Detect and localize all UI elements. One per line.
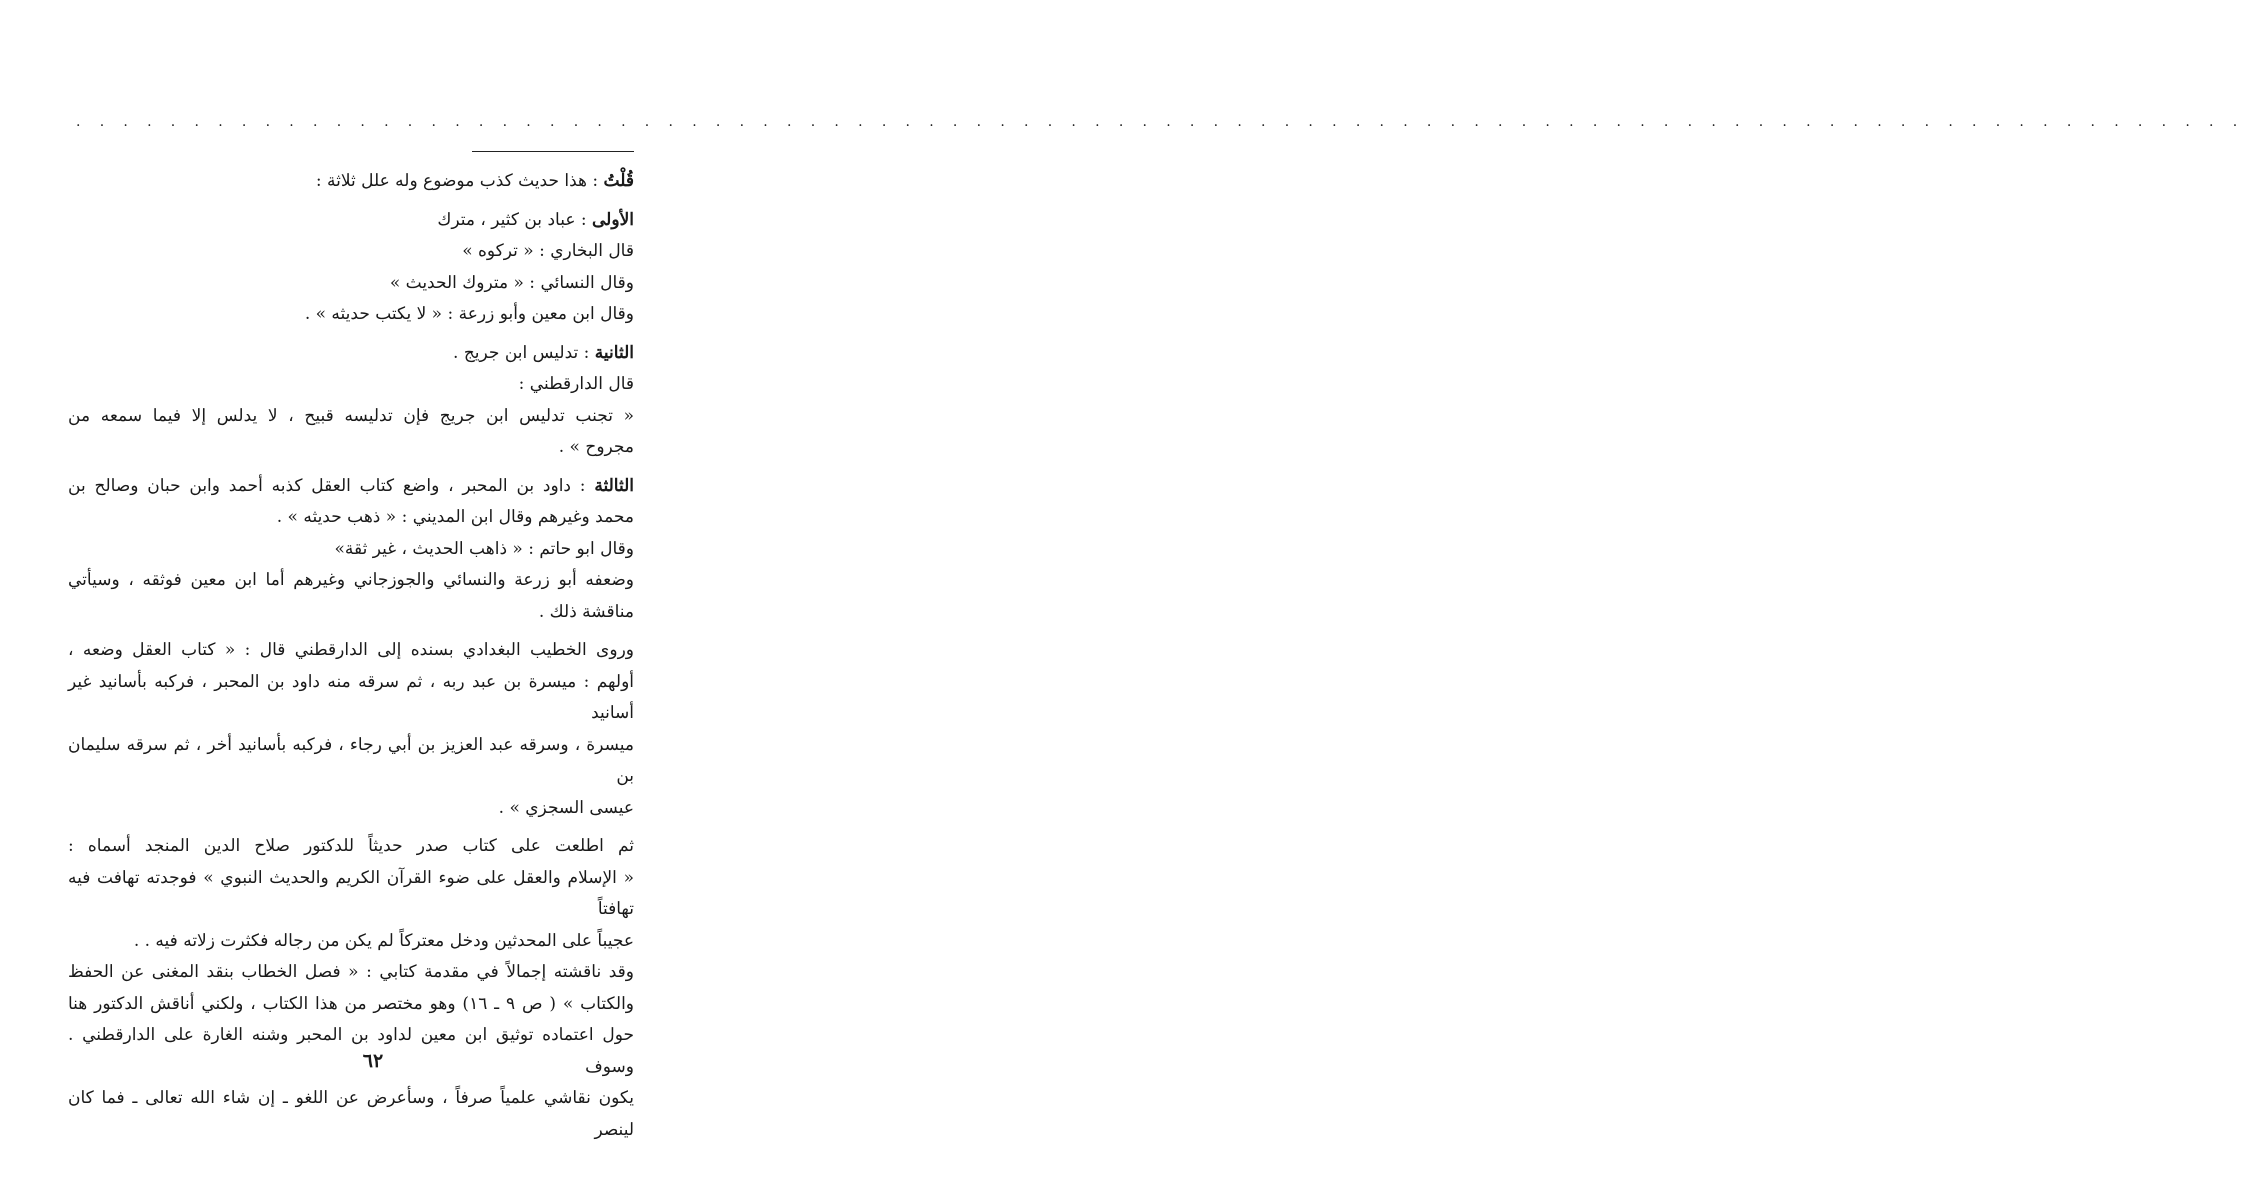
khatib-line-2: أولهم : ميسرة بن عبد ربه ، ثم سرقه منه داود بن المحبر ، فركبه بأسانيد غير أسانيد (68, 671, 634, 723)
third-heading (68, 471, 634, 503)
third-text-a: : داود بن المحبر ، واضع كتاب العقل كذبه أحمد وابن حبان وصالح بن (68, 475, 595, 496)
third-line-4a: وضعفه أبو زرعة والنسائي والجوزجاني وغيرهم أما ابن معين فوثقه ، وسيأتي (68, 570, 634, 590)
second-quote-b: مجروح » . (558, 437, 634, 457)
page-number: ٦٢ (362, 1050, 384, 1072)
first-line-3: وقال ابن معين وأبو زرعة : « لا يكتب حديثه » . (304, 304, 634, 324)
page-body (68, 166, 634, 1146)
book-line-3: عجيباً على المحدثين ودخل معتركاً لم يكن من رجاله فكثرت زلاته فيه . . (133, 930, 634, 951)
intro-label: قُلْتُ (603, 171, 634, 191)
third-text-b: محمد وغيرهم وقال ابن المديني : « ذهب حديثه » . (276, 507, 634, 527)
first-label: الأولى (592, 209, 634, 230)
first-heading (68, 205, 634, 237)
third-line-3: وقال ابو حاتم : « ذاهب الحديث ، غير ثقة» (334, 538, 634, 559)
intro-line (68, 166, 634, 198)
third-label: الثالثة (594, 475, 634, 496)
khatib-line-4: عيسى السجزي » . (498, 797, 634, 818)
second-text: : تدليس ابن جريج . (453, 342, 595, 363)
dotted-separator: . . . . . . . . . . . . . . . . . . . . . . . . . . . . . . . . . . . . . . . . . . . . . . . . . . . . . . . . . . . . . . . . . . . . . . . . . . . . . . . . . . . . . . . . . . . . (76, 114, 2245, 130)
footnote-rule (472, 151, 634, 152)
intro-text: : هذا حديث كذب موضوع وله علل ثلاثة : (315, 171, 604, 191)
second-heading (68, 338, 634, 370)
second-quote-a: « تجنب تدليس ابن جريج فإن تدليسه قبيح ، لا يدلس إلا فيما سمعه من (68, 405, 634, 426)
critique-line-4: يكون نقاشي علمياً صرفاً ، وسأعرض عن اللغو ـ إن شاء الله تعالى ـ فما كان لينصر (68, 1088, 634, 1140)
second-line-1: قال الدارقطني : (518, 374, 634, 394)
critique-line-1: وقد ناقشته إجمالاً في مقدمة كتابي : « فصل الخطاب بنقد المغنى عن الحفظ (68, 962, 634, 982)
first-line-2: وقال النسائي : « متروك الحديث » (389, 272, 634, 293)
first-line-1: قال البخاري : « تركوه » (462, 241, 634, 261)
khatib-line-1: وروى الخطيب البغدادي بسنده إلى الدارقطني قال : « كتاب العقل وضعه ، (68, 640, 634, 660)
first-text: : عباد بن كثير ، مترك (437, 209, 593, 230)
third-line-4b: مناقشة ذلك . (538, 601, 634, 622)
critique-line-2: والكتاب » ( ص ٩ ـ ١٦) وهو مختصر من هذا الكتاب ، ولكني أناقش الدكتور هنا (68, 993, 634, 1014)
khatib-line-3: ميسرة ، وسرقه عبد العزيز بن أبي رجاء ، فركبه بأسانيد أخر ، ثم سرقه سليمان بن (68, 734, 634, 786)
second-label: الثانية (594, 342, 634, 363)
book-line-1: ثم اطلعت على كتاب صدر حديثاً للدكتور صلاح الدين المنجد أسماه : (68, 836, 634, 856)
critique-line-3: حول اعتماده توثيق ابن معين لداود بن المحبر وشنه الغارة على الدارقطني . وسوف (68, 1025, 634, 1077)
book-line-2: « الإسلام والعقل على ضوء القرآن الكريم والحديث النبوي » فوجدته تهافت فيه تهافتاً (68, 867, 634, 919)
